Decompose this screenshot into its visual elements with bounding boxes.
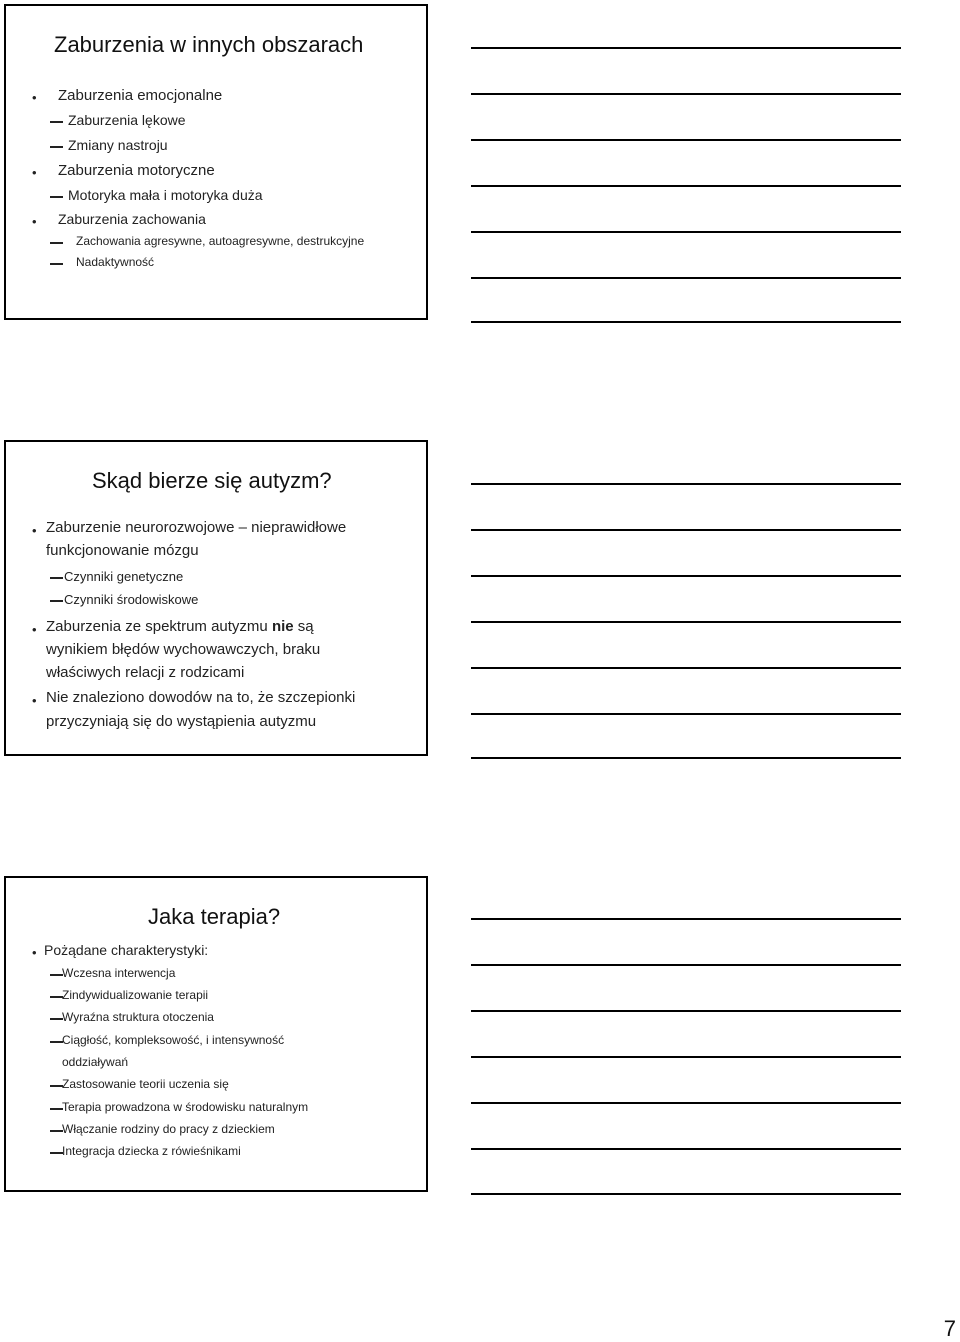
list-item: Ciągłość, kompleksowość, i intensywność [62,1033,285,1047]
list-item: Zastosowanie teorii uczenia się [62,1077,229,1091]
sub-bullet-text: Zaburzenia lękowe [68,112,186,128]
bullet-text: Zaburzenia emocjonalne [58,87,223,104]
bullet-icon: • [32,165,37,180]
sub-bullet-text: Zachowania agresywne, autoagresywne, destrukcyjne [76,234,365,248]
note-line [471,93,901,95]
note-line [471,321,901,323]
sub-bullet-text: Czynniki środowiskowe [64,592,199,607]
bullet-icon: • [32,945,37,960]
bullet-icon: • [32,693,37,708]
list-item: Terapia prowadzona w środowisku naturalnym [62,1100,309,1114]
bullet-text: Pożądane charakterystyki: [44,942,209,958]
list-item: Zindywidualizowanie terapii [62,988,209,1002]
note-line [471,483,901,485]
list-item-continuation: oddziaływań [62,1055,129,1069]
note-line [471,277,901,279]
bullet-text: funkcjonowanie mózgu [46,542,199,559]
note-line [471,1010,901,1012]
note-line [471,1102,901,1104]
note-line [471,757,901,759]
note-line [471,529,901,531]
bullet-icon: • [32,523,37,538]
bullet-text: Zaburzenia motoryczne [58,162,215,179]
note-line [471,575,901,577]
dash-icon [50,146,63,148]
note-line [471,964,901,966]
slide-1 [4,4,428,320]
slide-3 [4,876,428,1192]
slide-title: Skąd bierze się autyzm? [92,468,332,493]
slide-title: Zaburzenia w innych obszarach [54,32,364,57]
bullet-text: przyczyniają się do wystąpienia autyzmu [46,713,317,730]
dash-icon [50,196,63,198]
bullet-text: Zaburzenie neurorozwojowe – nieprawidłowe [46,519,347,536]
emphasis-text: nie [271,618,294,635]
sub-bullet-text: Nadaktywność [76,255,155,269]
bullet-text [46,618,314,635]
text-run: są [293,618,314,635]
bullet-text: wynikiem błędów wychowawczych, braku [46,641,321,658]
note-line [471,713,901,715]
list-item: Włączanie rodziny do pracy z dzieckiem [62,1122,275,1136]
note-line [471,667,901,669]
text-run: Zaburzenia ze spektrum autyzmu [46,618,272,635]
bullet-text: właściwych relacji z rodzicami [46,664,245,681]
bullet-text: Zaburzenia zachowania [58,211,206,227]
sub-bullet-text: Czynniki genetyczne [64,569,184,584]
dash-icon [50,121,63,123]
dash-icon [50,600,63,602]
slide-title: Jaka terapia? [148,904,281,929]
bullet-icon: • [32,214,37,229]
note-line [471,47,901,49]
sub-bullet-text: Motoryka mała i motoryka duża [68,187,263,203]
note-line [471,185,901,187]
bullet-icon: • [32,90,37,105]
note-line [471,139,901,141]
note-line [471,1193,901,1195]
bullet-icon: • [32,622,37,637]
list-item: Wyraźna struktura otoczenia [62,1010,214,1024]
slide-2 [4,440,428,756]
list-item: Integracja dziecka z rówieśnikami [62,1144,241,1158]
note-line [471,621,901,623]
note-line [471,1148,901,1150]
note-line [471,1056,901,1058]
sub-bullet-text: Zmiany nastroju [68,137,168,153]
note-line [471,918,901,920]
note-line [471,231,901,233]
page-number: 7 [943,1316,956,1341]
dash-icon [50,577,63,579]
dash-icon [50,242,63,244]
bullet-text: Nie znaleziono dowodów na to, że szczepionki [46,689,356,706]
list-item: Wczesna interwencja [62,966,176,980]
dash-icon [50,263,63,265]
